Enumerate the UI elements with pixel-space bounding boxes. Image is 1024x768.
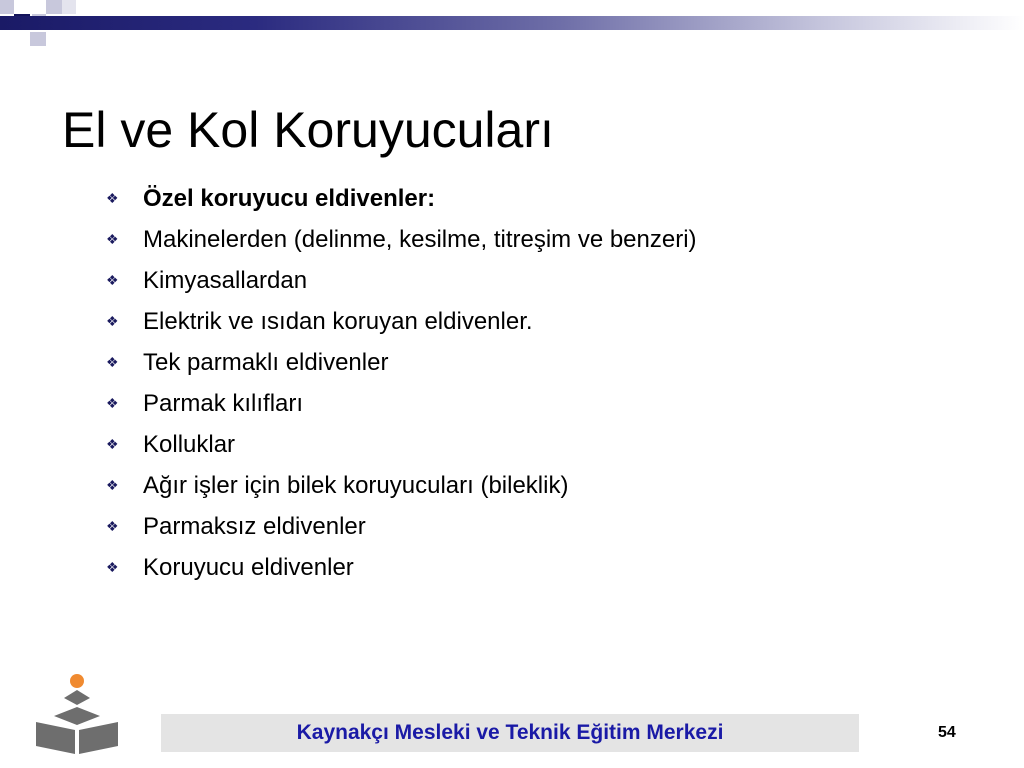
list-item [106, 424, 697, 465]
diamond-bullet-icon: ❖ [106, 518, 119, 534]
list-item [106, 301, 697, 342]
title-band [0, 16, 1024, 30]
bullet-text: Makinelerden (delinme, kesilme, titreşim ve benzeri) [143, 225, 697, 253]
diamond-bullet-icon: ❖ [106, 190, 119, 206]
bullet-text: Koruyucu eldivenler [143, 553, 354, 581]
footer-bar [161, 714, 859, 752]
bullet-text: Kolluklar [143, 430, 236, 458]
diamond-bullet-icon: ❖ [106, 354, 119, 370]
page-number: 54 [938, 724, 956, 741]
bullet-text: Parmaksız eldivenler [143, 512, 366, 540]
diamond-bullet-icon: ❖ [106, 313, 119, 329]
diamond-bullet-icon: ❖ [106, 272, 119, 288]
list-item [106, 547, 697, 588]
footer-label: Kaynakçı Mesleki ve Teknik Eğitim Merkezi [296, 721, 724, 744]
diamond-bullet-icon: ❖ [106, 477, 119, 493]
list-item [106, 178, 697, 219]
bullet-text: Özel koruyucu eldivenler: [143, 184, 436, 212]
diamond-bullet-icon: ❖ [106, 231, 119, 247]
slide-title: El ve Kol Koruyucuları [62, 102, 554, 158]
bullet-text: Kimyasallardan [143, 266, 308, 294]
list-item [106, 506, 697, 547]
diamond-bullet-icon: ❖ [106, 559, 119, 575]
bullet-text: Parmak kılıfları [143, 389, 304, 417]
list-item [106, 342, 697, 383]
bullet-text: Ağır işler için bilek koruyucuları (bileklik) [143, 471, 569, 499]
list-item [106, 383, 697, 424]
bullet-text: Elektrik ve ısıdan koruyan eldivenler. [143, 307, 533, 335]
diamond-bullet-icon: ❖ [106, 436, 119, 452]
bullet-text: Tek parmaklı eldivenler [143, 348, 389, 376]
list-item [106, 465, 697, 506]
list-item [106, 260, 697, 301]
diamond-bullet-icon: ❖ [106, 395, 119, 411]
list-item [106, 219, 697, 260]
bullet-list [106, 178, 697, 588]
school-logo [34, 672, 120, 756]
